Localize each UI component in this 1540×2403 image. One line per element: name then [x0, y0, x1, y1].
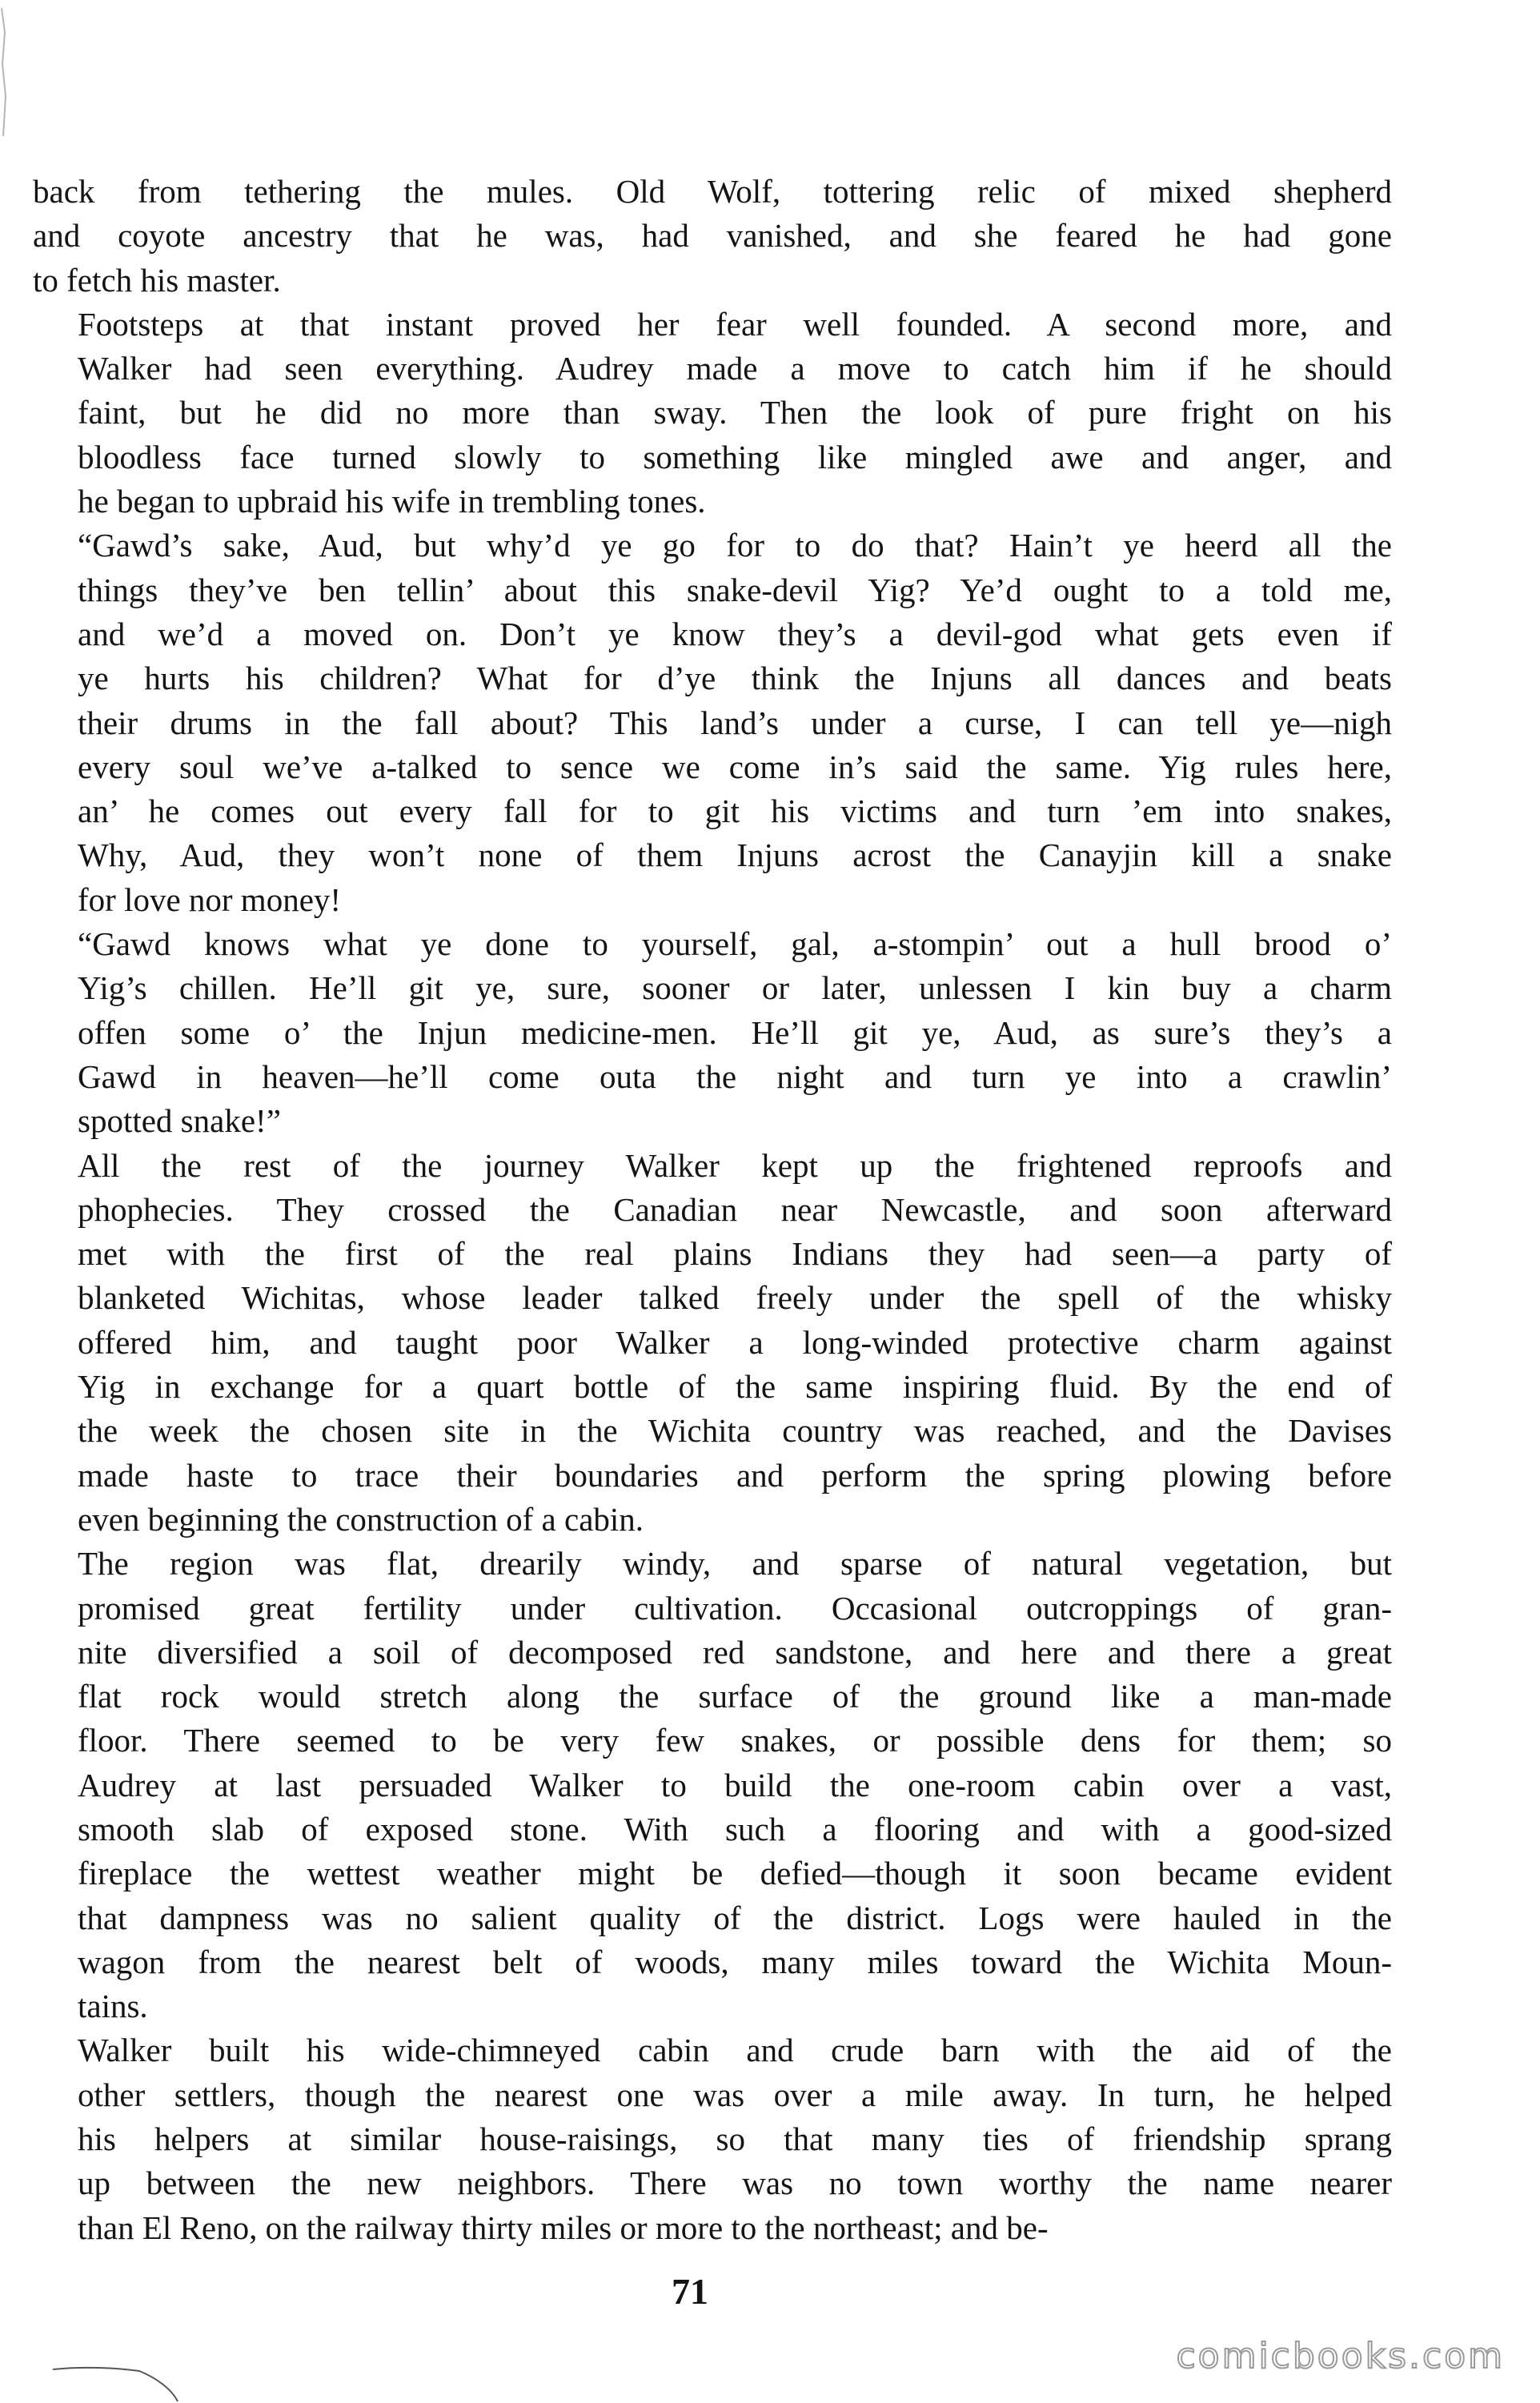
text-line: made haste to trace their boundaries and perform the spring plowing before — [78, 1456, 1392, 1494]
text-line: his helpers at similar house-raisings, so that many ties of friendship sprang — [78, 2120, 1392, 2158]
text-line: he began to upbraid his wife in trembling tones. — [78, 483, 706, 520]
text-line: things they’ve ben tellin’ about this snake-devil Yig? Ye’d ought to a told me, — [78, 571, 1392, 608]
text-line: every soul we’ve a-talked to sence we come in’s said the same. Yig rules here, — [78, 748, 1392, 785]
text-line: flat rock would stretch along the surface of the ground like a man-made — [78, 1678, 1392, 1715]
text-line: their drums in the fall about? This land’s under a curse, I can tell ye—nigh — [78, 704, 1392, 741]
text-line: than El Reno, on the railway thirty miles or more to the northeast; and be- — [78, 2208, 1049, 2246]
text-line: Yig’s chillen. He’ll git ye, sure, sooner or later, unlessen I kin buy a charm — [78, 969, 1392, 1007]
text-line: Yig in exchange for a quart bottle of the same inspiring fluid. By the end of — [78, 1368, 1392, 1406]
text-line: the week the chosen site in the Wichita country was reached, and the Davises — [78, 1412, 1392, 1450]
text-line: spotted snake!” — [78, 1102, 281, 1140]
text-line: met with the first of the real plains Indians they had seen—a party of — [78, 1235, 1392, 1273]
text-line: “Gawd’s sake, Aud, but why’d ye go for to do that? Hain’t ye heerd all the — [78, 527, 1392, 564]
paragraph — [33, 1144, 1392, 1542]
text-line: nite diversified a soil of decomposed red sandstone, and here and there a great — [78, 1633, 1392, 1671]
text-line: that dampness was no salient quality of the district. Logs were hauled in the — [78, 1899, 1392, 1936]
body-text — [33, 170, 1392, 2250]
text-line: and we’d a moved on. Don’t ye know they’s a devil-god what gets even if — [78, 615, 1392, 652]
text-line: for love nor money! — [78, 881, 342, 918]
paragraph — [33, 922, 1392, 1143]
text-line: an’ he comes out every fall for to git his victims and turn ’em into snakes, — [78, 792, 1392, 830]
text-line: promised great fertility under cultivation. Occasional outcroppings of gran- — [78, 1589, 1392, 1627]
paragraph — [33, 170, 1392, 303]
text-line: ye hurts his children? What for d’ye think the Injuns all dances and beats — [78, 660, 1392, 697]
text-line: The region was flat, drearily windy, and sparse of natural vegetation, but — [78, 1545, 1392, 1583]
text-line: other settlers, though the nearest one was over a mile away. In turn, he helped — [78, 2076, 1392, 2113]
text-line: “Gawd knows what ye done to yourself, gal, a-stompin’ out a hull brood o’ — [78, 925, 1392, 963]
text-line: bloodless face turned slowly to something like mingled awe and anger, and — [78, 438, 1392, 475]
paragraph — [33, 2028, 1392, 2249]
page-number: 71 — [672, 2271, 708, 2312]
watermark: comicbooks.com — [1176, 2336, 1505, 2377]
text-line: faint, but he did no more than sway. Then the look of pure fright on his — [78, 394, 1392, 431]
text-line: Gawd in heaven—he’ll come outa the night and turn ye into a crawlin’ — [78, 1057, 1392, 1095]
text-line: and coyote ancestry that he was, had vanished, and she feared he had gone — [33, 217, 1392, 255]
text-line: offen some o’ the Injun medicine-men. He’ll git ye, Aud, as sure’s they’s a — [78, 1013, 1392, 1051]
text-line: up between the new neighbors. There was no town worthy the name nearer — [78, 2164, 1392, 2202]
page-edge-mark — [0, 0, 10, 144]
text-line: back from tethering the mules. Old Wolf, tottering relic of mixed shepherd — [33, 173, 1392, 210]
text-line: smooth slab of exposed stone. With such a flooring and with a good-sized — [78, 1810, 1392, 1847]
text-line: phophecies. They crossed the Canadian near Newcastle, and soon afterward — [78, 1190, 1392, 1228]
text-line: Why, Aud, they won’t none of them Injuns acrost the Canayjin kill a snake — [78, 836, 1392, 874]
text-line: blanketed Wichitas, whose leader talked freely under the spell of the whisky — [78, 1279, 1392, 1317]
text-line: fireplace the wettest weather might be defied—though it soon became evident — [78, 1855, 1392, 1892]
text-line: All the rest of the journey Walker kept up the frightened reproofs and — [78, 1146, 1392, 1184]
text-line: Audrey at last persuaded Walker to build the one-room cabin over a vast, — [78, 1766, 1392, 1803]
paragraph — [33, 524, 1392, 922]
paragraph — [33, 303, 1392, 524]
scratch-mark — [51, 2361, 179, 2403]
text-line: even beginning the construction of a cabin. — [78, 1500, 644, 1538]
text-line: tains. — [78, 1988, 148, 2025]
paragraph — [33, 1542, 1392, 2028]
text-line: floor. There seemed to be very few snakes, or possible dens for them; so — [78, 1722, 1392, 1759]
text-line: Footsteps at that instant proved her fear well founded. A second more, and — [78, 305, 1392, 343]
text-line: Walker built his wide-chimneyed cabin and crude barn with the aid of the — [78, 2032, 1392, 2069]
text-line: offered him, and taught poor Walker a long-winded protective charm against — [78, 1323, 1392, 1361]
text-line: to fetch his master. — [33, 261, 281, 299]
text-line: Walker had seen everything. Audrey made a move to catch him if he should — [78, 350, 1392, 387]
text-line: wagon from the nearest belt of woods, many miles toward the Wichita Moun- — [78, 1943, 1392, 1980]
